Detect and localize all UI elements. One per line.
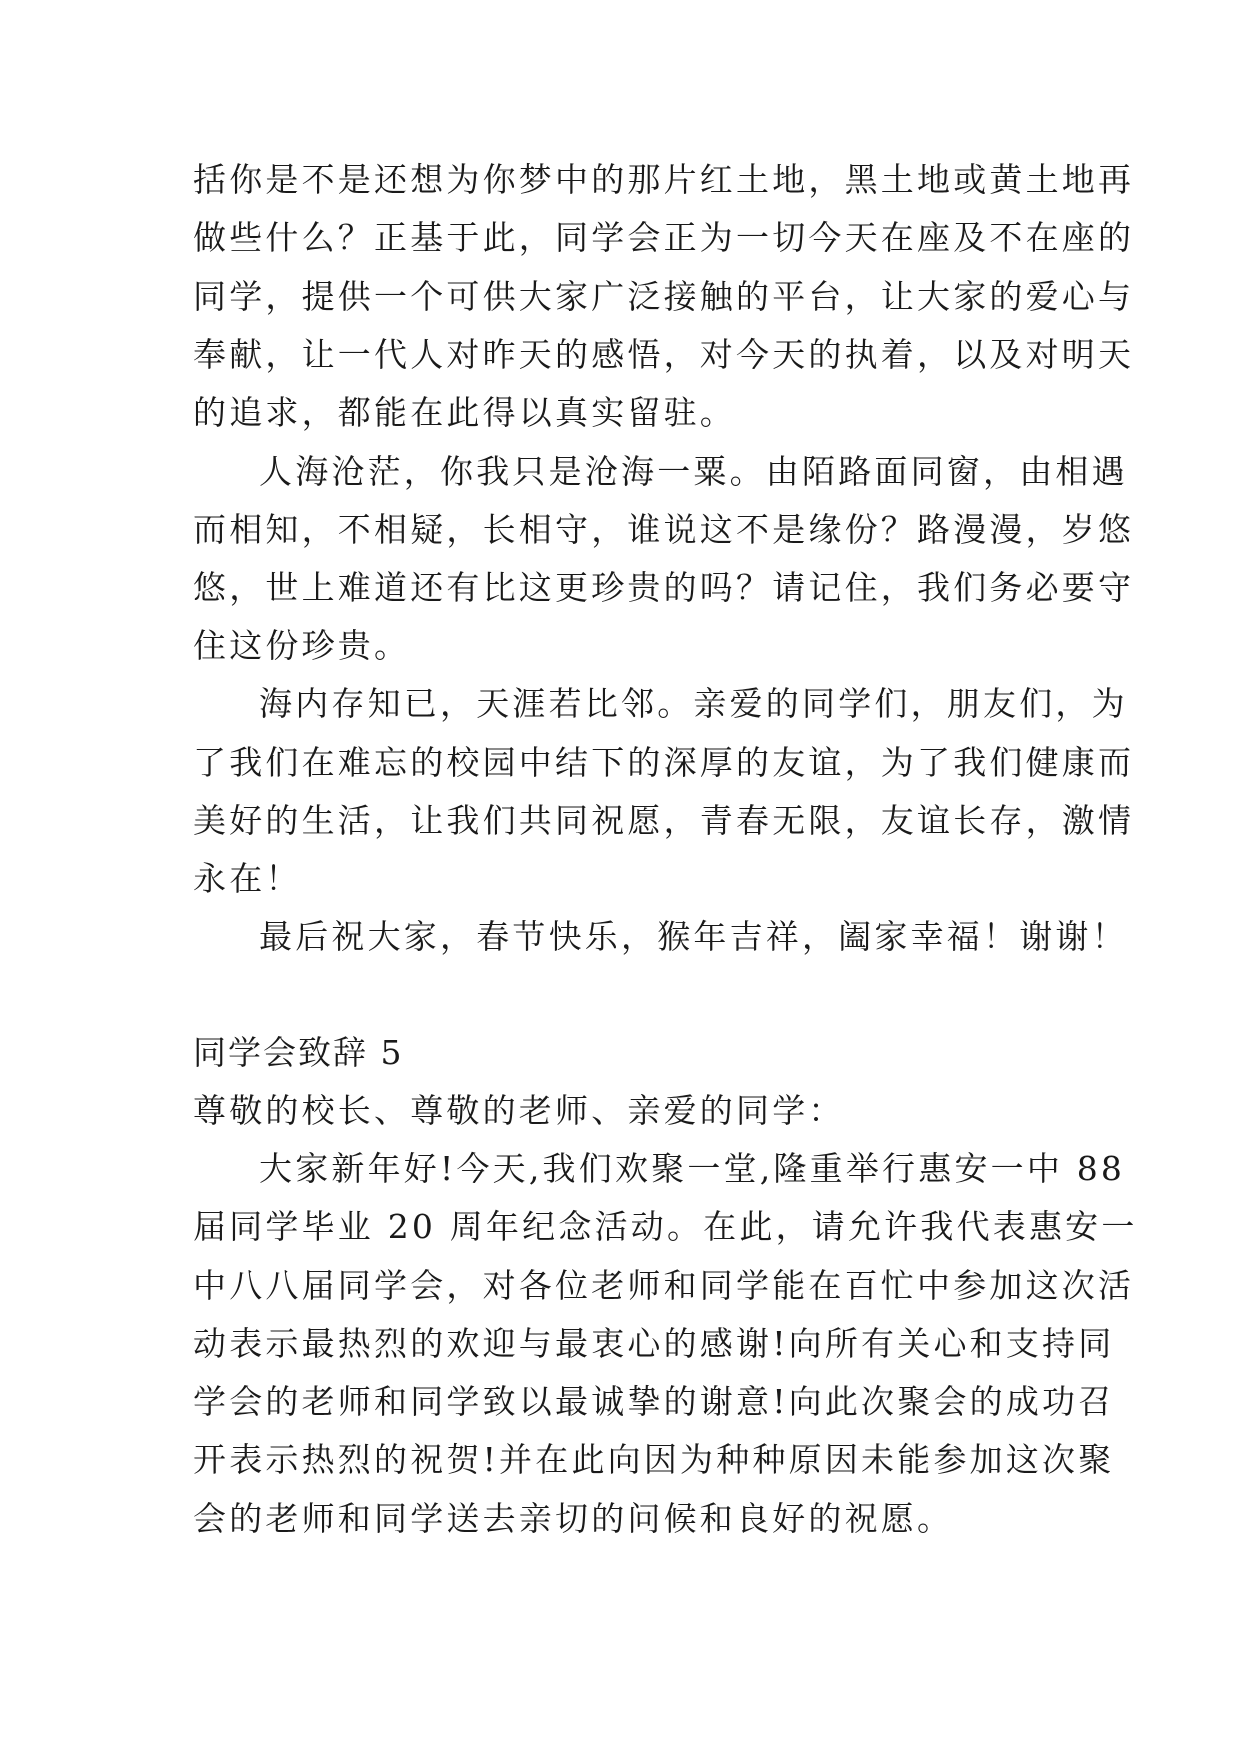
text-line: 届同学毕业 20 周年纪念活动。在此，请允许我代表惠安一 [193,1207,1138,1246]
salutation: 尊敬的校长、尊敬的老师、亲爱的同学： [193,1091,845,1130]
text-line: 美好的生活，让我们共同祝愿，青春无限，友谊长存，激情 [193,801,1135,840]
text-line: 会的老师和同学送去亲切的问候和良好的祝愿。 [193,1499,954,1538]
text-line: 住这份珍贵。 [193,626,411,665]
text-line: 的追求，都能在此得以真实留驻。 [193,393,736,432]
text-line: 奉献，让一代人对昨天的感悟，对今天的执着，以及对明天 [193,335,1135,374]
text-line: 括你是不是还想为你梦中的那片红土地，黑土地或黄土地再 [193,160,1135,199]
text-line: 开表示热烈的祝贺!并在此向因为种种原因未能参加这次聚 [193,1440,1115,1479]
paragraph-first-line: 大家新年好!今天,我们欢聚一堂,隆重举行惠安一中 88 [259,1149,1126,1188]
paragraph-first-line: 海内存知已，天涯若比邻。亲爱的同学们，朋友们，为 [259,684,1128,723]
text-line: 悠，世上难道还有比这更珍贵的吗？请记住，我们务必要守 [193,568,1135,607]
text-line: 学会的老师和同学致以最诚挚的谢意!向此次聚会的成功召 [193,1382,1115,1421]
paragraph-first-line: 人海沧茫，你我只是沧海一粟。由陌路面同窗，由相遇 [259,452,1128,491]
section-heading: 同学会致辞 5 [193,1033,404,1072]
text-line: 而相知，不相疑，长相守，谁说这不是缘份？路漫漫，岁悠 [193,510,1135,549]
paragraph-first-line: 最后祝大家，春节快乐，猴年吉祥，阖家幸福！谢谢！ [259,917,1128,956]
text-line: 了我们在难忘的校园中结下的深厚的友谊，为了我们健康而 [193,743,1135,782]
text-line: 永在！ [193,859,302,898]
text-line: 动表示最热烈的欢迎与最衷心的感谢!向所有关心和支持同 [193,1324,1115,1363]
text-line: 同学，提供一个可供大家广泛接触的平台，让大家的爱心与 [193,277,1135,316]
text-line: 做些什么？正基于此，同学会正为一切今天在座及不在座的 [193,218,1135,257]
text-line: 中八八届同学会，对各位老师和同学能在百忙中参加这次活 [193,1266,1135,1305]
